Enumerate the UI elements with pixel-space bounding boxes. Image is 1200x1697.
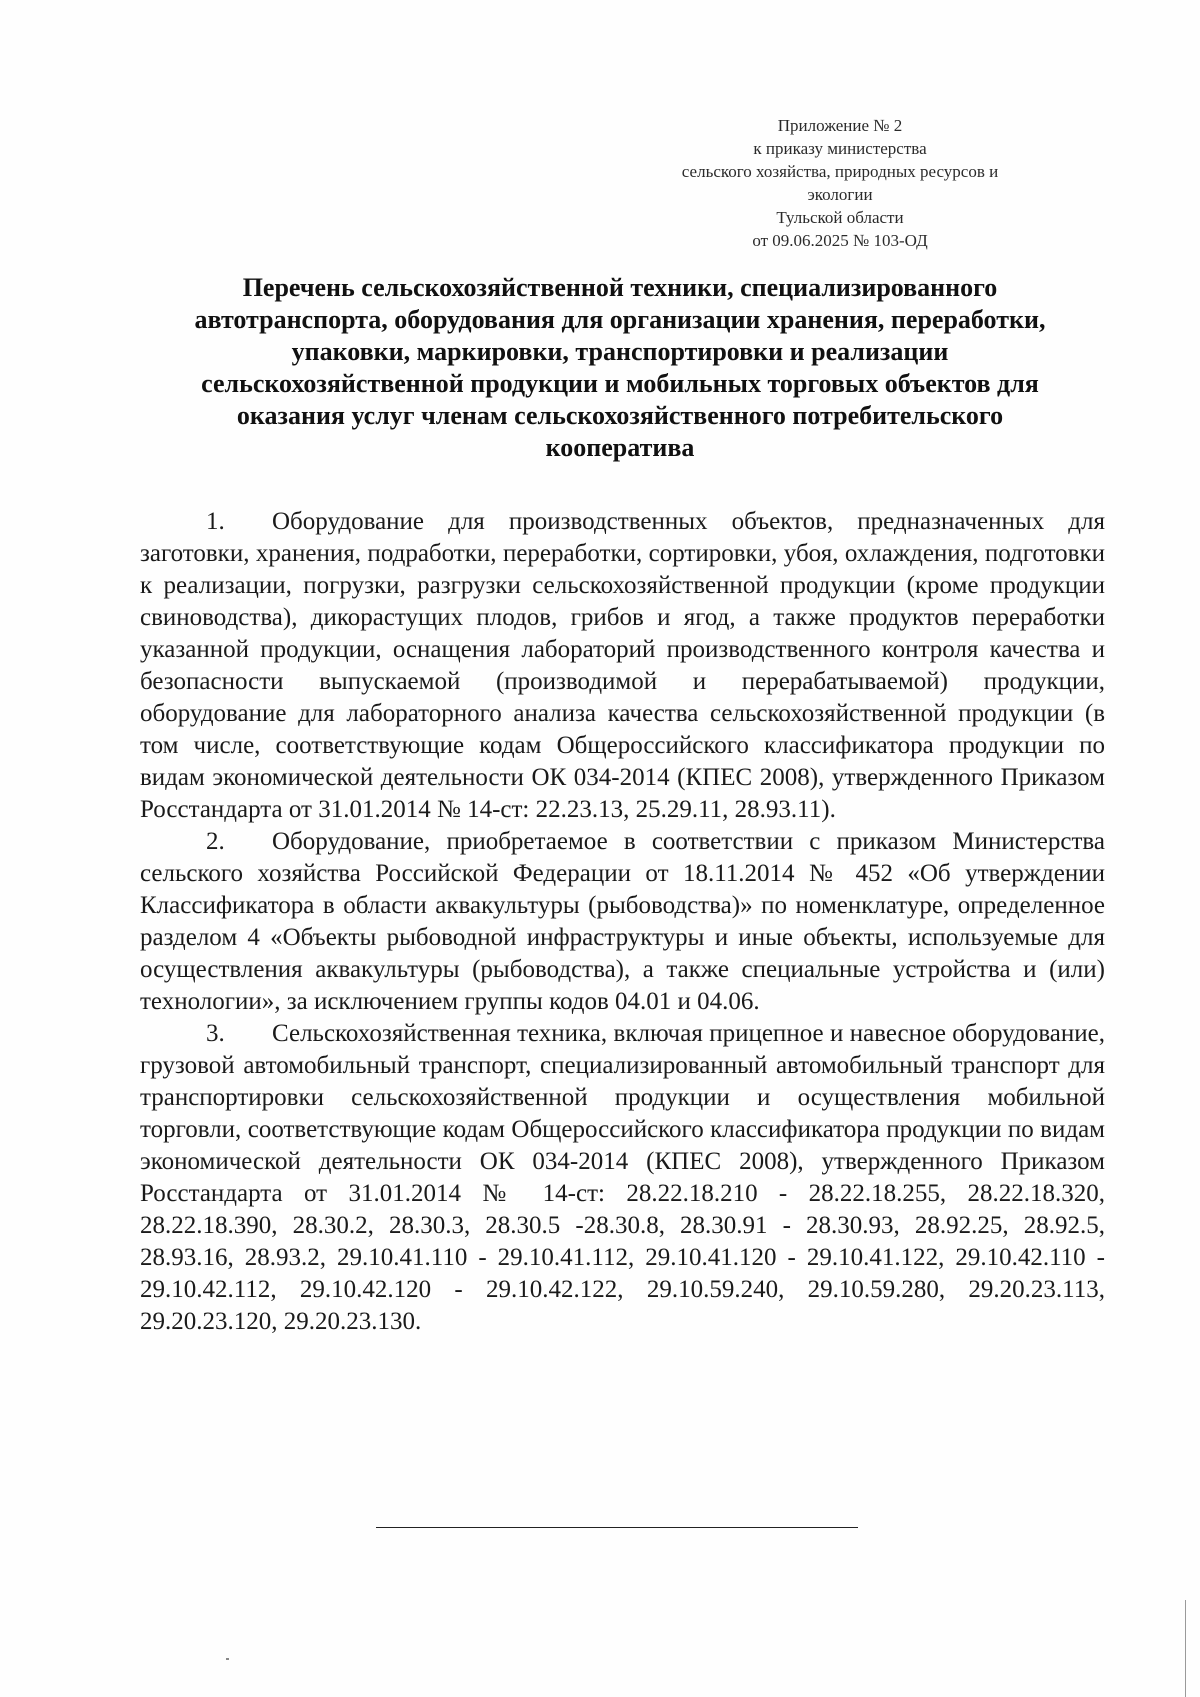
title-line: кооператива xyxy=(545,433,695,462)
title-line: автотранспорта, оборудования для организации хранения, переработки, xyxy=(194,305,1046,334)
document-body xyxy=(140,506,1105,1338)
appendix-date-number: от 09.06.2025 № 103-ОД xyxy=(752,231,928,250)
appendix-number: Приложение № 2 xyxy=(777,116,903,135)
appendix-order-ref: к приказу министерства xyxy=(753,139,927,158)
end-divider xyxy=(376,1527,858,1528)
list-item xyxy=(140,1018,1105,1338)
title-line: Перечень сельскохозяйственной техники, специализированного xyxy=(242,273,998,302)
appendix-region: Тульской области xyxy=(776,208,904,227)
item-text: Оборудование для производственных объектов, предназначенных для заготовки, хранения, подработки, переработки, сортировки, убоя, охлаждения, подготовки к реализации, погрузки, разгрузки сельскохозяйственной продукции (кроме продукции свиноводства), дикорастущих плодов, грибов и ягод, а также продуктов переработки указанной продукции, оснащения лабораторий производственного контроля качества и безопасности выпускаемой (производимой и перерабатываемой) продукции, оборудование для лабораторного анализа качества сельскохозяйственной продукции (в том числе, соответствующие кодам Общероссийского классификатора продукции по видам экономической деятельности ОК 034-2014 (КПЕС 2008), утвержденного Приказом Росстандарта от 31.01.2014 № 14-ст: 22.23.13, 25.29.11, 28.93.11). xyxy=(140,508,1105,823)
scan-speck xyxy=(226,1658,229,1660)
item-text: Сельскохозяйственная техника, включая прицепное и навесное оборудование, грузовой автомобильный транспорт, специализированный автомобильный транспорт для транспортировки сельскохозяйственной продукции и осуществления мобильной торговли, соответствующие кодам Общероссийского классификатора продукции по видам экономической деятельности ОК 034-2014 (КПЕС 2008), утвержденного Приказом Росстандарта от 31.01.2014 № 14-ст: 28.22.18.210 - 28.22.18.255, 28.22.18.320, 28.22.18.390, 28.30.2, 28.30.3, 28.30.5 -28.30.8, 28.30.91 - 28.30.93, 28.92.25, 28.92.5, 28.93.16, 28.93.2, 29.10.41.110 - 29.10.41.112, 29.10.41.120 - 29.10.41.122, 29.10.42.110 - 29.10.42.112, 29.10.42.120 - 29.10.42.122, 29.10.59.240, 29.10.59.280, 29.20.23.113, 29.20.23.120, 29.20.23.130. xyxy=(140,1020,1105,1335)
title-line: сельскохозяйственной продукции и мобильных торговых объектов для xyxy=(201,369,1039,398)
title-line: упаковки, маркировки, транспортировки и реализации xyxy=(291,337,949,366)
item-number: 3. xyxy=(206,1020,225,1047)
scan-edge-mark xyxy=(1185,1600,1186,1697)
appendix-header xyxy=(640,114,1040,252)
appendix-ministry: сельского хозяйства, природных ресурсов и xyxy=(681,162,999,181)
title-line: оказания услуг членам сельскохозяйственного потребительского xyxy=(236,401,1004,430)
item-number: 2. xyxy=(206,828,225,855)
item-number: 1. xyxy=(206,508,225,535)
document-title xyxy=(150,272,1090,464)
appendix-ministry-cont: экологии xyxy=(807,185,873,204)
list-item xyxy=(140,506,1105,826)
item-text: Оборудование, приобретаемое в соответствии с приказом Министерства сельского хозяйства Российской Федерации от 18.11.2014 № 452 «Об утверждении Классификатора в области аквакультуры (рыбоводства)» по номенклатуре, определенное разделом 4 «Объекты рыбоводной инфраструктуры и иные объекты, используемые для осуществления аквакультуры (рыбоводства), а также специальные устройства и (или) технологии», за исключением группы кодов 04.01 и 04.06. xyxy=(140,828,1105,1015)
list-item xyxy=(140,826,1105,1018)
